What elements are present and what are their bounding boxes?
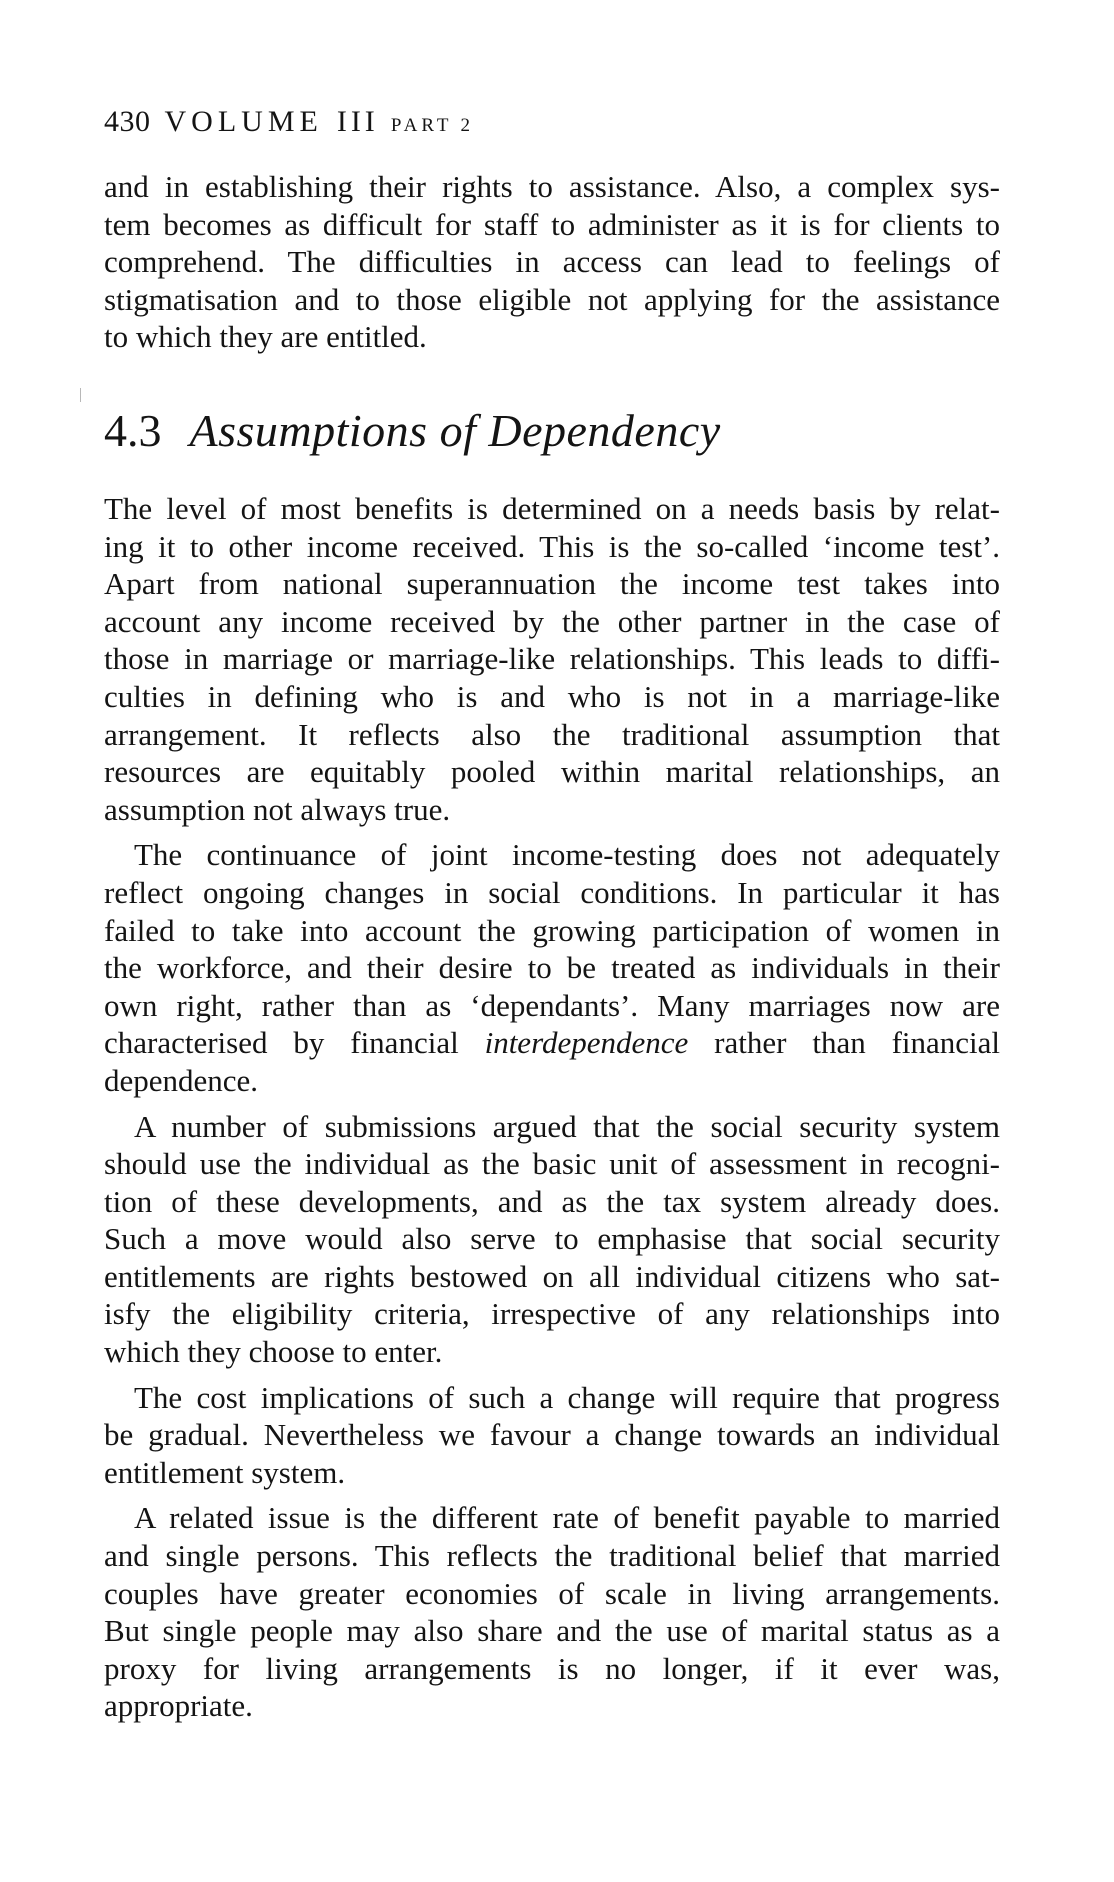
text-line: couples have greater economies of scale in living arrangements. [104, 1575, 1000, 1611]
text-line: Such a move would also serve to emphasise that social security [104, 1221, 1000, 1257]
text-line: But single people may also share and the use of marital status as a [104, 1613, 1000, 1649]
text-line: A number of submissions argued that the social security system [134, 1108, 1000, 1144]
paragraph-cost-implications [104, 1379, 1000, 1492]
text-line: and single persons. This reflects the traditional belief that married [104, 1538, 1000, 1574]
paragraph-submissions [104, 1108, 1000, 1371]
text-line: tem becomes as difficult for staff to administer as it is for clients to [104, 206, 1000, 242]
text-line: entitlement system. [104, 1454, 346, 1490]
part-number: 2 [460, 115, 471, 136]
section-heading [104, 404, 721, 458]
text-line: A related issue is the different rate of benefit payable to married [134, 1500, 1000, 1536]
paragraph-benefit-rates [104, 1499, 1000, 1725]
paragraph-income-test [104, 490, 1000, 828]
text-line: which they choose to enter. [104, 1334, 443, 1370]
text-line: failed to take into account the growing participation of women in [104, 912, 1000, 948]
volume-label: VOLUME [164, 105, 323, 138]
text-line: be gradual. Nevertheless we favour a change towards an individual [104, 1417, 1000, 1453]
text-line-with-emphasis [104, 1024, 1000, 1062]
text-line: tion of these developments, and as the tax system already does. [104, 1183, 1000, 1219]
text-fragment: characterised by financial [104, 1025, 459, 1061]
text-line: The continuance of joint income-testing does not adequately [134, 837, 1000, 873]
intro-paragraph [104, 168, 1000, 356]
text-line: stigmatisation and to those eligible not applying for the assistance [104, 281, 1000, 317]
text-line: culties in defining who is and who is not in a marriage-like [104, 678, 1000, 714]
text-line: the workforce, and their desire to be treated as individuals in their [104, 950, 1000, 986]
text-line: ing it to other income received. This is the so-called ‘income test’. [104, 528, 1000, 564]
text-line: should use the individual as the basic unit of assessment in recogni- [104, 1146, 1000, 1182]
paragraph-joint-income-testing [104, 836, 1000, 1099]
margin-tick-mark [80, 388, 81, 402]
part-label: PART [390, 115, 453, 136]
text-line: own right, rather than as ‘dependants’. Many marriages now are [104, 987, 1000, 1023]
text-fragment: rather than financial [714, 1025, 1001, 1061]
section-body [104, 490, 1000, 1725]
text-line: those in marriage or marriage-like relationships. This leads to diffi- [104, 641, 1000, 677]
text-line: to which they are entitled. [104, 319, 427, 355]
section-number: 4.3 [104, 405, 162, 456]
text-line: proxy for living arrangements is no longer, if it ever was, [104, 1650, 1000, 1686]
section-title: Assumptions of Dependency [189, 405, 721, 456]
text-line: Apart from national superannuation the income test takes into [104, 566, 1000, 602]
text-line: The level of most benefits is determined on a needs basis by relat- [104, 491, 1000, 526]
text-line: The cost implications of such a change will require that progress [134, 1379, 1000, 1415]
text-line: and in establishing their rights to assistance. Also, a complex sys- [104, 169, 1000, 204]
volume-number: III [336, 105, 379, 138]
text-line: dependence. [104, 1062, 259, 1098]
text-line: comprehend. The difficulties in access can lead to feelings of [104, 244, 1000, 280]
emphasized-word: interdependence [484, 1025, 689, 1061]
text-line: assumption not always true. [104, 791, 451, 827]
text-line: isfy the eligibility criteria, irrespective of any relationships into [104, 1296, 1000, 1332]
text-line: account any income received by the other partner in the case of [104, 603, 1000, 639]
text-line: resources are equitably pooled within marital relationships, an [104, 754, 1000, 790]
page-number: 430 [104, 105, 151, 138]
text-line: entitlements are rights bestowed on all individual citizens who sat- [104, 1258, 1000, 1294]
running-header [104, 104, 471, 144]
text-line: reflect ongoing changes in social conditions. In particular it has [104, 874, 1000, 910]
text-line: arrangement. It reflects also the traditional assumption that [104, 716, 1000, 752]
text-line: appropriate. [104, 1688, 253, 1724]
